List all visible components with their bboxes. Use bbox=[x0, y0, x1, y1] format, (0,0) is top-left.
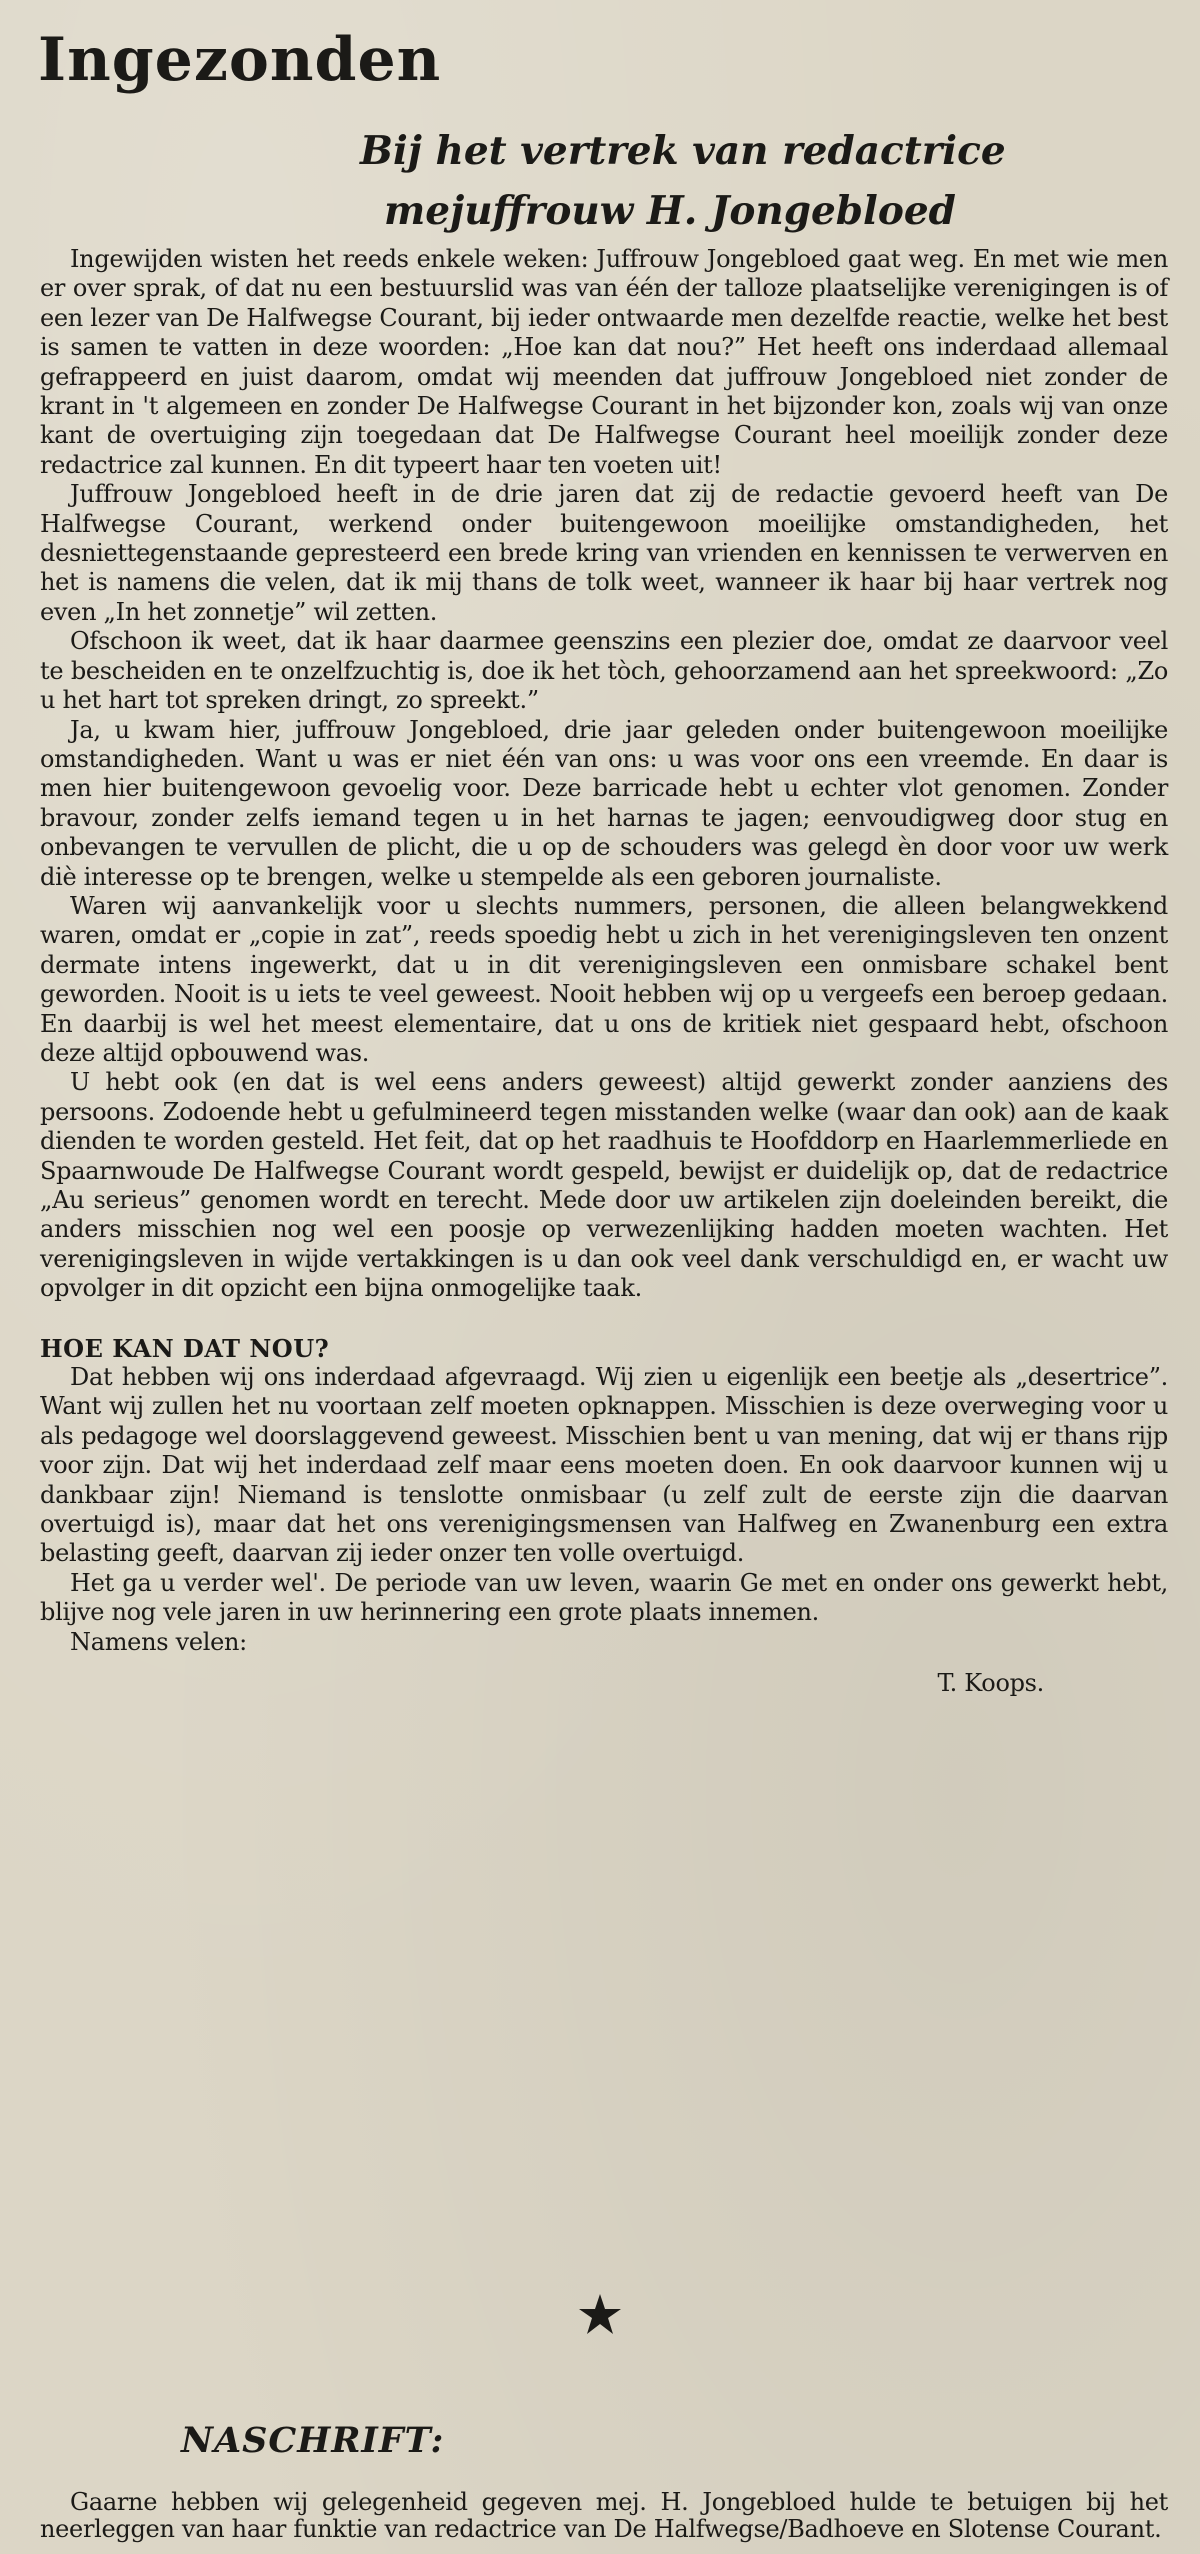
article-paragraph: Juffrouw Jongebloed heeft in de drie jaren dat zij de redactie gevoerd heeft van De Halfwegse Courant, werkend onder buitengewoon moeilijke omstandigheden, het desniettegenstaande gepresteerd een brede kring van vrienden en kennissen te verwerven en het is namens die velen, dat ik mij thans de tolk weet, wanneer ik haar bij haar vertrek nog even „In het zonnetje” wil zetten. bbox=[40, 480, 1168, 626]
postscript-paragraph: Gaarne hebben wij gelegenheid gegeven mej. H. Jongebloed hulde te betuigen bij het neerleggen van haar funktie van redactrice van De Halfwegse/Badhoeve en Slotense Courant. bbox=[40, 2488, 1168, 2543]
signature: T. Koops. bbox=[937, 1669, 1044, 1698]
section-heading: HOE KAN DAT NOU? bbox=[40, 1333, 330, 1363]
star-icon bbox=[576, 2290, 624, 2338]
article-paragraph: Waren wij aanvankelijk voor u slechts nummers, personen, die alleen belangwekkend waren, omdat er „copie in zat”, reeds spoedig hebt u zich in het verenigingsleven ten onzent dermate intens ingewerkt, dat u in dit verenigingsleven een onmisbare schakel bent geworden. Nooit is u iets te veel geweest. Nooit hebben wij op u vergeefs een beroep gedaan. En daarbij is wel het meest elementaire, dat u ons de kritiek niet gespaard hebt, ofschoon deze altijd opbouwend was. bbox=[40, 891, 1168, 1067]
article-body bbox=[40, 245, 1168, 1699]
subtitle-line-1: Bij het vertrek van redactrice bbox=[360, 128, 1006, 174]
article-paragraph: Ja, u kwam hier, juffrouw Jongebloed, drie jaar geleden onder buitengewoon moeilijke omstandigheden. Want u was er niet één van ons: u was voor ons een vreemde. En daar is men hier buitengewoon gevoelig voor. Deze barricade hebt u echter vlot genomen. Zonder bravour, zonder zelfs iemand tegen u in het harnas te jagen; eenvoudigweg door stug en onbevangen te vervullen de plicht, die u op de schouders was gelegd èn door voor uw werk diè interesse op te brengen, welke u stempelde als een geboren journaliste. bbox=[40, 715, 1168, 891]
signoff: Namens velen: bbox=[70, 1627, 247, 1656]
article-paragraph: Ofschoon ik weet, dat ik haar daarmee geenszins een plezier doe, omdat ze daarvoor veel te bescheiden en te onzelfzuchtig is, doe ik het tòch, gehoorzamend aan het spreekwoord: „Zo u het hart tot spreken dringt, zo spreekt.” bbox=[40, 627, 1168, 715]
page-title: Ingezonden bbox=[38, 25, 442, 95]
article-paragraph: Het ga u verder wel'. De periode van uw leven, waarin Ge met en onder ons gewerkt hebt, blijve nog vele jaren in uw herinnering een grote plaats innemen. bbox=[40, 1568, 1168, 1627]
subtitle-line-2: mejuffrouw H. Jongebloed bbox=[384, 188, 956, 234]
postscript-title: NASCHRIFT: bbox=[181, 2420, 445, 2461]
article-paragraph: U hebt ook (en dat is wel eens anders geweest) altijd gewerkt zonder aanziens des persoons. Zodoende hebt u gefulmineerd tegen misstanden welke (waar dan ook) aan de kaak dienden te worden gesteld. Het feit, dat op het raadhuis te Hoofddorp en Haarlemmerliede en Spaarnwoude De Halfwegse Courant wordt gespeld, bewijst er duidelijk op, dat de redactrice „Au serieus” genomen wordt en terecht. Mede door uw artikelen zijn doeleinden bereikt, die anders misschien nog wel een poosje op verwezenlijking hadden moeten wachten. Het verenigingsleven in wijde vertakkingen is u dan ook veel dank verschuldigd en, er wacht uw opvolger in dit opzicht een bijna onmogelijke taak. bbox=[40, 1068, 1168, 1303]
article-paragraph: Ingewijden wisten het reeds enkele weken: Juffrouw Jongebloed gaat weg. En met wie men er over sprak, of dat nu een bestuurslid was van één der talloze plaatselijke verenigingen is of een lezer van De Halfwegse Courant, bij ieder ontwaarde men dezelfde reactie, welke het best is samen te vatten in deze woorden: „Hoe kan dat nou?” Het heeft ons inderdaad allemaal gefrappeerd en juist daarom, omdat wij meenden dat juffrouw Jongebloed niet zonder de krant in 't algemeen en zonder De Halfwegse Courant in het bijzonder kon, zoals wij van onze kant de overtuiging zijn toegedaan dat De Halfwegse Courant heel moeilijk zonder deze redactrice zal kunnen. En dit typeert haar ten voeten uit! bbox=[40, 245, 1168, 479]
postscript-body bbox=[40, 2489, 1168, 2543]
article-paragraph: Dat hebben wij ons inderdaad afgevraagd. Wij zien u eigenlijk een beetje als „desertrice”. Want wij zullen het nu voortaan zelf moeten opknappen. Misschien is deze overweging voor u als pedagoge wel doorslaggevend geweest. Misschien bent u van mening, dat wij er thans rijp voor zijn. Dat wij het inderdaad zelf maar eens moeten doen. En ook daarvoor kunnen wij u dankbaar zijn! Niemand is tenslotte onmisbaar (u zelf zult de eerste zijn die daarvan overtuigd is), maar dat het ons verenigingsmensen van Halfweg en Zwanenburg een extra belasting geeft, daarvan zij ieder onzer ten volle overtuigd. bbox=[40, 1363, 1168, 1568]
